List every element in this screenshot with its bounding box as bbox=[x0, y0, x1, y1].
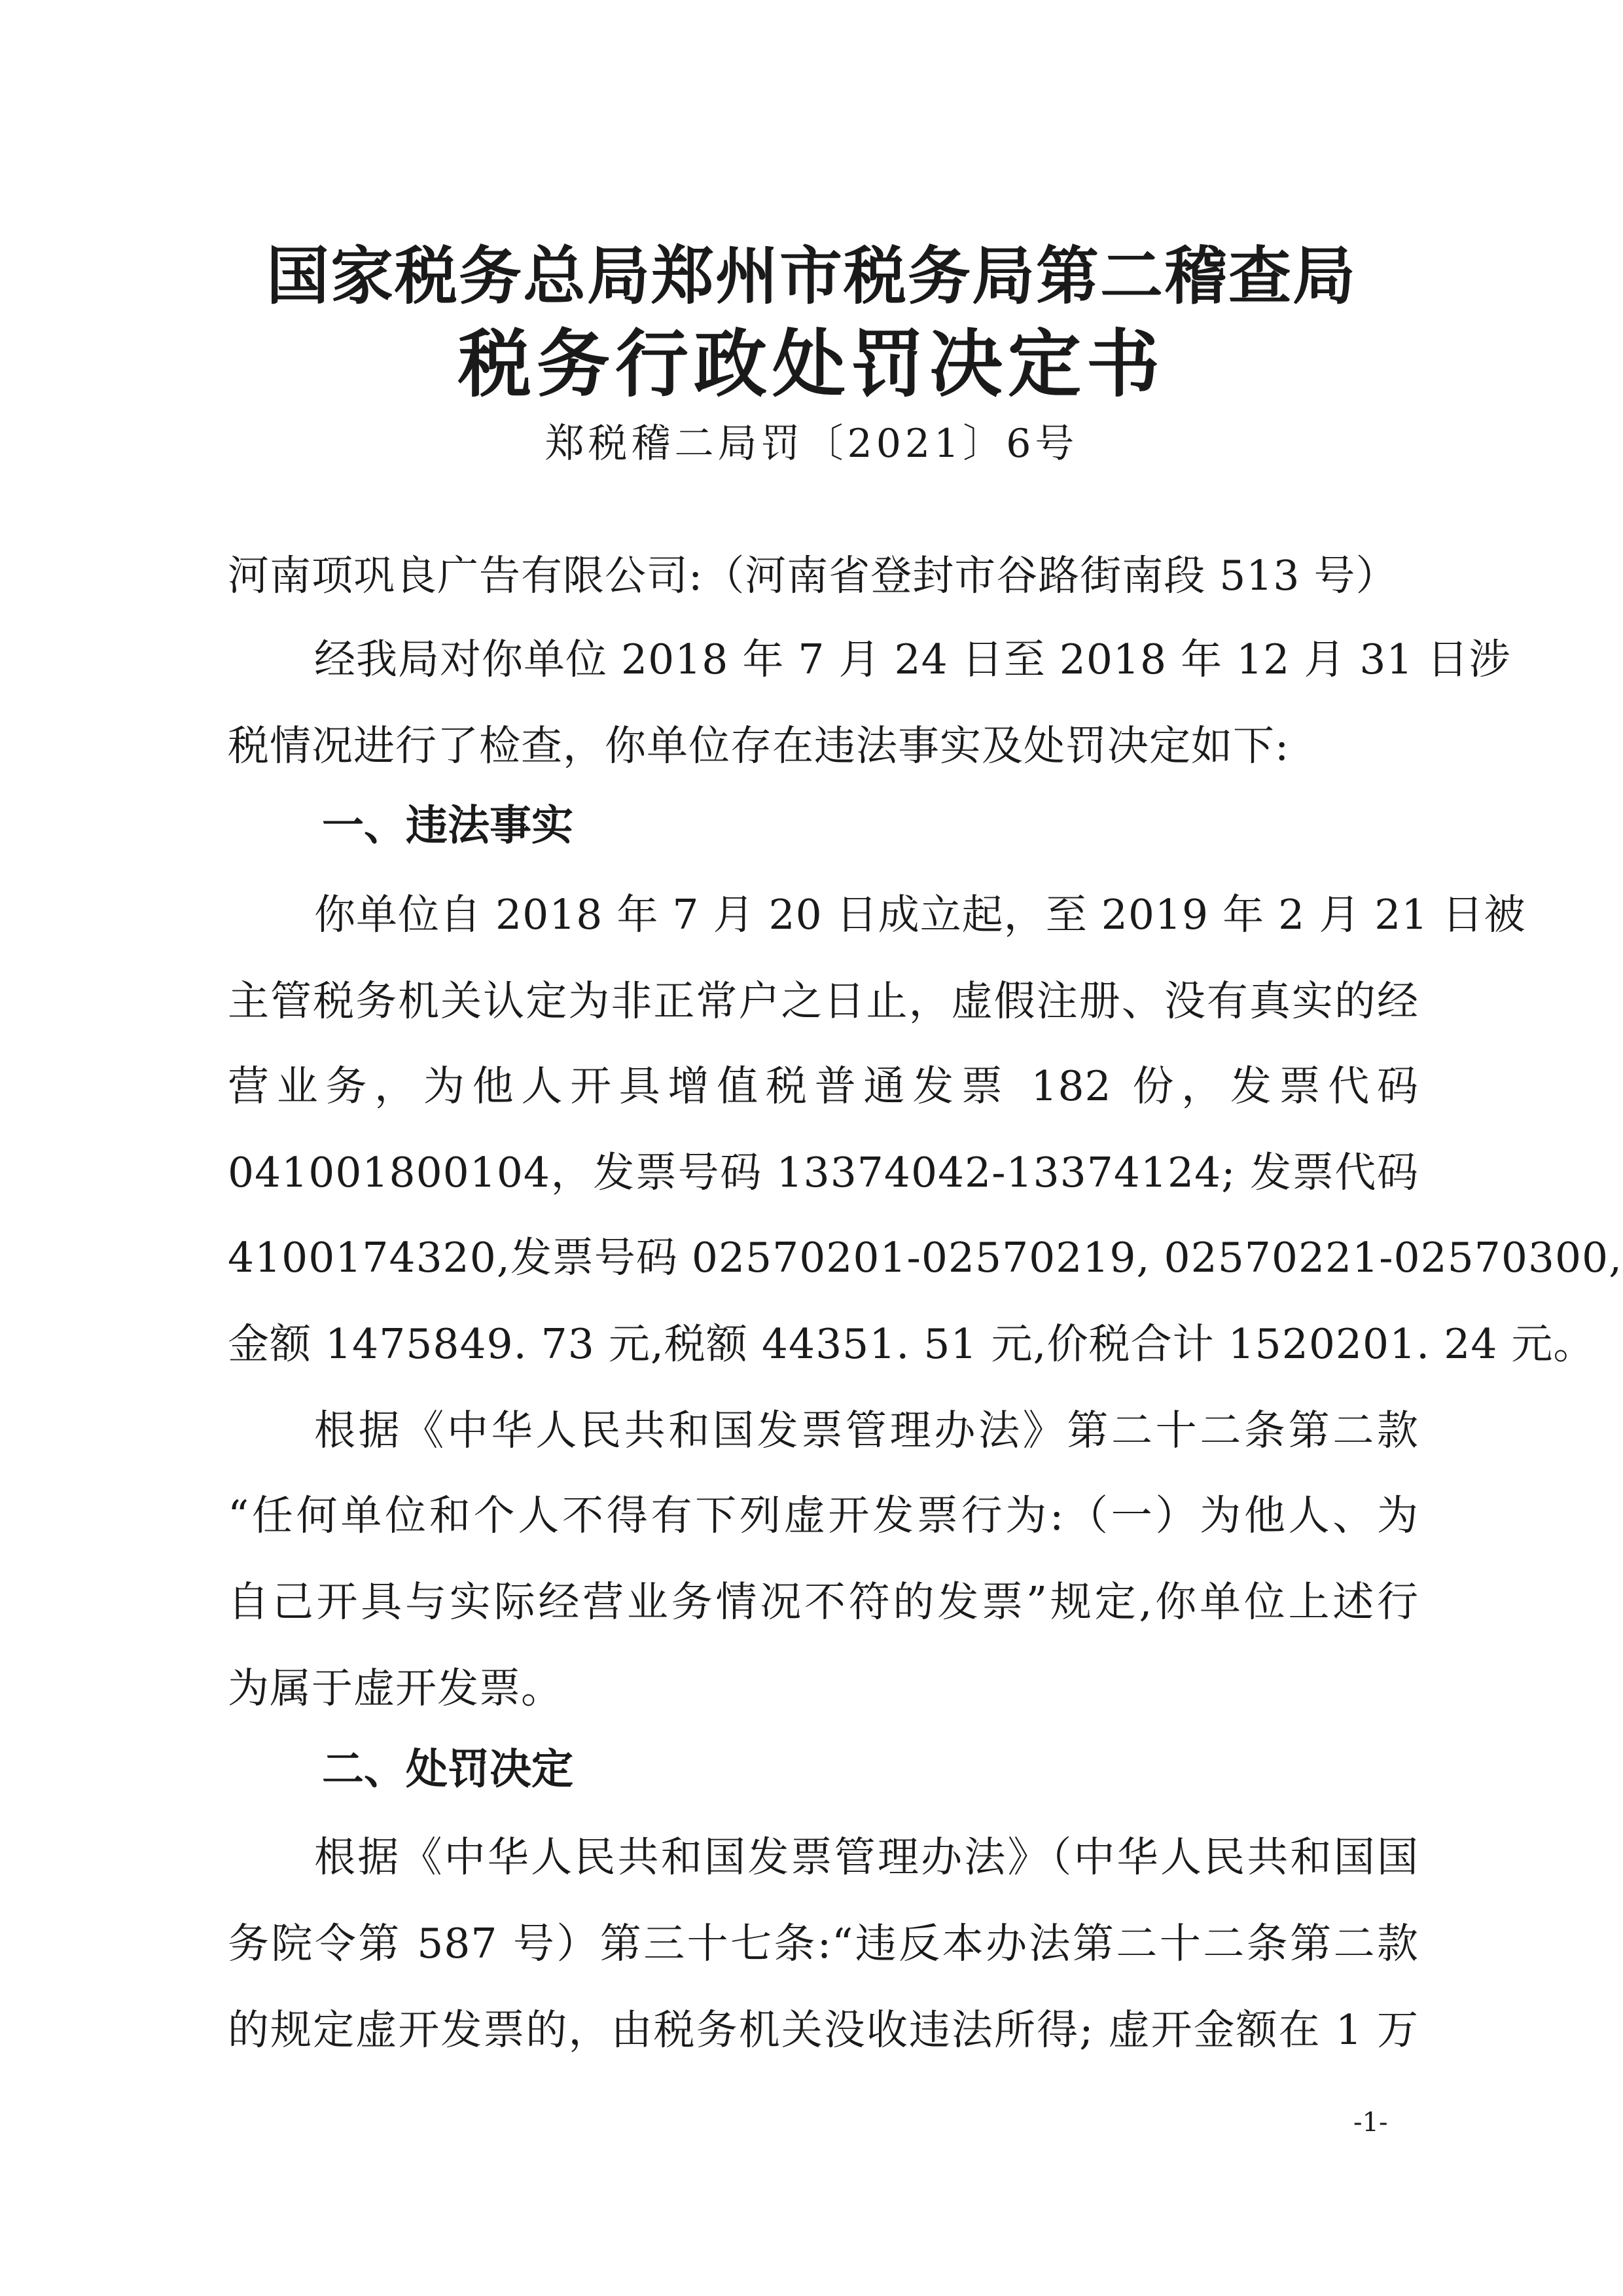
paragraph-line: 根据《中华人民共和国发票管理办法》第二十二条第二款 bbox=[314, 1407, 1419, 1454]
paragraph-line: 根据《中华人民共和国发票管理办法》（中华人民共和国国 bbox=[314, 1833, 1419, 1881]
paragraph-line: 你单位自 2018 年 7 月 20 日成立起，至 2019 年 2 月 21 日被 bbox=[314, 891, 1526, 939]
paragraph-line: 金额 1475849. 73 元,税额 44351. 51 元,价税合计 1520201. 24 元。 bbox=[228, 1320, 1596, 1368]
addressee: 河南项巩良广告有限公司:（河南省登封市谷路街南段 513 号） bbox=[228, 552, 1398, 600]
paragraph-line: 营业务，为他人开具增值税普通发票 182 份，发票代码 bbox=[228, 1062, 1419, 1110]
intro-line: 税情况进行了检查，你单位存在违法事实及处罚决定如下: bbox=[228, 722, 1290, 770]
paragraph-line: 务院令第 587 号）第三十七条:“违反本办法第二十二条第二款 bbox=[228, 1920, 1419, 1967]
paragraph-line: 4100174320,发票号码 02570201-02570219, 02570221-02570300, bbox=[228, 1234, 1623, 1282]
agency-title: 国家税务总局郑州市税务局第二稽查局 bbox=[266, 240, 1357, 313]
paragraph-line: “任何单位和个人不得有下列虚开发票行为:（一）为他人、为 bbox=[228, 1492, 1419, 1539]
intro-line: 经我局对你单位 2018 年 7 月 24 日至 2018 年 12 月 31 日涉 bbox=[314, 636, 1511, 683]
document-title: 税务行政处罚决定书 bbox=[458, 322, 1165, 407]
paragraph-line: 041001800104，发票号码 13374042-13374124; 发票代码 bbox=[228, 1149, 1419, 1196]
paragraph-line: 的规定虚开发票的，由税务机关没收违法所得; 虚开金额在 1 万 bbox=[228, 2006, 1419, 2054]
section-heading-penalty: 二、处罚决定 bbox=[322, 1746, 573, 1794]
paragraph-line: 主管税务机关认定为非正常户之日止，虚假注册、没有真实的经 bbox=[228, 977, 1419, 1025]
paragraph-line: 自己开具与实际经营业务情况不符的发票”规定,你单位上述行 bbox=[228, 1578, 1419, 1626]
document-number: 郑税稽二局罚〔2021〕6号 bbox=[544, 421, 1079, 467]
section-heading-violations: 一、违法事实 bbox=[322, 802, 573, 850]
paragraph-line: 为属于虚开发票。 bbox=[228, 1664, 563, 1712]
page-number: -1- bbox=[1353, 2108, 1388, 2138]
